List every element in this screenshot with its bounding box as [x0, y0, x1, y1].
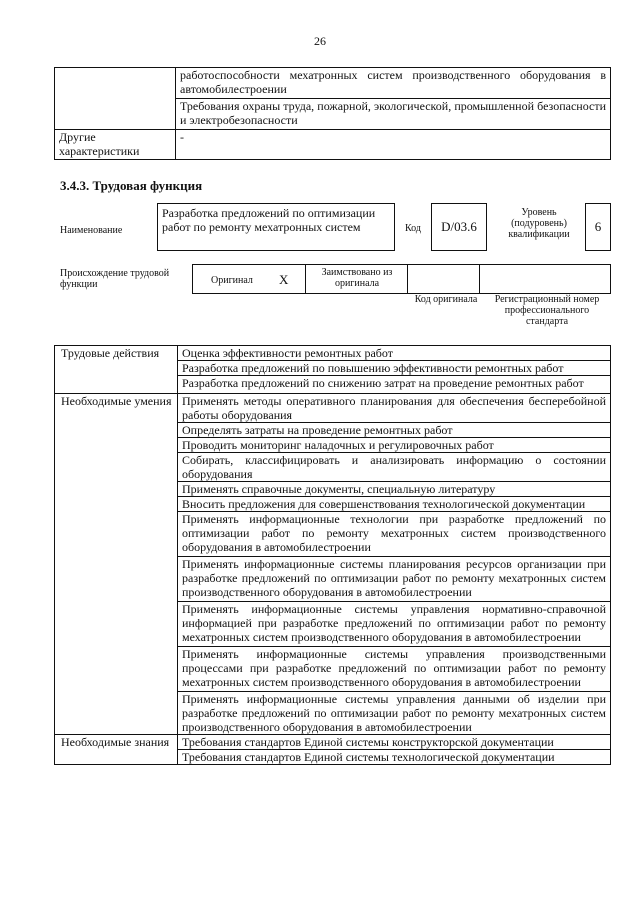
table-cell: работоспособности мехатронных систем производственного оборудования в автомобилестроении — [176, 68, 611, 99]
table-cell: Требования стандартов Единой системы технологической документации — [178, 750, 611, 765]
code-caption: Код оригинала — [414, 294, 478, 305]
level-value-box: 6 — [585, 203, 611, 251]
function-code-box: D/03.6 — [431, 203, 487, 251]
page-number: 26 — [314, 34, 326, 48]
table-row — [55, 68, 611, 99]
row-label: Необходимые умения — [55, 394, 178, 735]
function-name-box: Разработка предложений по оптимизации работ по ремонту мехатронных систем — [157, 203, 395, 251]
table-row — [55, 346, 611, 361]
reg-caption: Регистрационный номер профессионального стандарта — [494, 294, 600, 327]
table-cell: Применять справочные документы, специальную литературу — [178, 482, 611, 497]
table-cell: Разработка предложений по повышению эффективности ремонтных работ — [178, 361, 611, 376]
continuation-table — [54, 67, 611, 160]
divider — [407, 264, 408, 294]
table-cell: Проводить мониторинг наладочных и регулировочных работ — [178, 438, 611, 453]
origin-box — [192, 264, 611, 294]
section-heading: 3.4.3. Трудовая функция — [60, 178, 203, 193]
original-label: Оригинал — [211, 275, 253, 286]
table-cell: Определять затраты на проведение ремонтных работ — [178, 423, 611, 438]
table-cell: Оценка эффективности ремонтных работ — [178, 346, 611, 361]
table-cell: Разработка предложений по снижению затрат на проведение ремонтных работ — [178, 376, 611, 394]
row-label — [55, 68, 176, 130]
original-mark: X — [279, 272, 289, 287]
table-cell: Применять информационные системы управления нормативно-справочной информацией при разработке предложений по оптимизации работ по ремонту мехатронных систем производственного оборудования в автомобилестроении — [178, 602, 611, 647]
table-cell: Собирать, классифицировать и анализировать информацию о состоянии оборудования — [178, 453, 611, 482]
origin-label: Происхождение трудовой функции — [60, 268, 170, 290]
level-label: Уровень (подуровень) квалификации — [508, 207, 570, 240]
table-cell: Применять информационные системы планирования ресурсов организации при разработке предложений по оптимизации работ по ремонту мехатронных систем производственного оборудования в автомобилестроении — [178, 557, 611, 602]
table-cell: Применять информационные системы управления производственными процессами при разработке предложений по оптимизации работ по ремонту мехатронных систем производственного оборудования в автомобилестроении — [178, 647, 611, 692]
name-label: Наименование — [60, 225, 123, 236]
borrowed-label: Заимствовано из оригинала — [321, 267, 393, 289]
table-cell: Применять методы оперативного планирования для обеспечения бесперебойной работы оборудования — [178, 394, 611, 423]
function-details-table — [54, 345, 611, 765]
divider — [479, 264, 480, 294]
table-cell: - — [176, 130, 611, 160]
table-cell: Применять информационные технологии при разработке предложений по оптимизации работ по ремонту мехатронных систем производственного оборудования в автомобилестроении — [178, 512, 611, 557]
table-cell: Вносить предложения для совершенствования технологической документации — [178, 497, 611, 512]
table-row — [55, 735, 611, 750]
table-row — [55, 130, 611, 160]
code-label: Код — [405, 223, 421, 234]
table-cell: Применять информационные системы управления данными об изделии при разработке предложений по оптимизации работ по ремонту мехатронных систем производственного оборудования в автомобилестроении — [178, 692, 611, 735]
table-cell: Требования охраны труда, пожарной, экологической, промышленной безопасности и электробезопасности — [176, 99, 611, 130]
table-cell: Требования стандартов Единой системы конструкторской документации — [178, 735, 611, 750]
table-row — [55, 394, 611, 423]
row-label: Трудовые действия — [55, 346, 178, 394]
row-label: Другие характеристики — [55, 130, 176, 160]
row-label: Необходимые знания — [55, 735, 178, 765]
divider — [305, 264, 306, 294]
